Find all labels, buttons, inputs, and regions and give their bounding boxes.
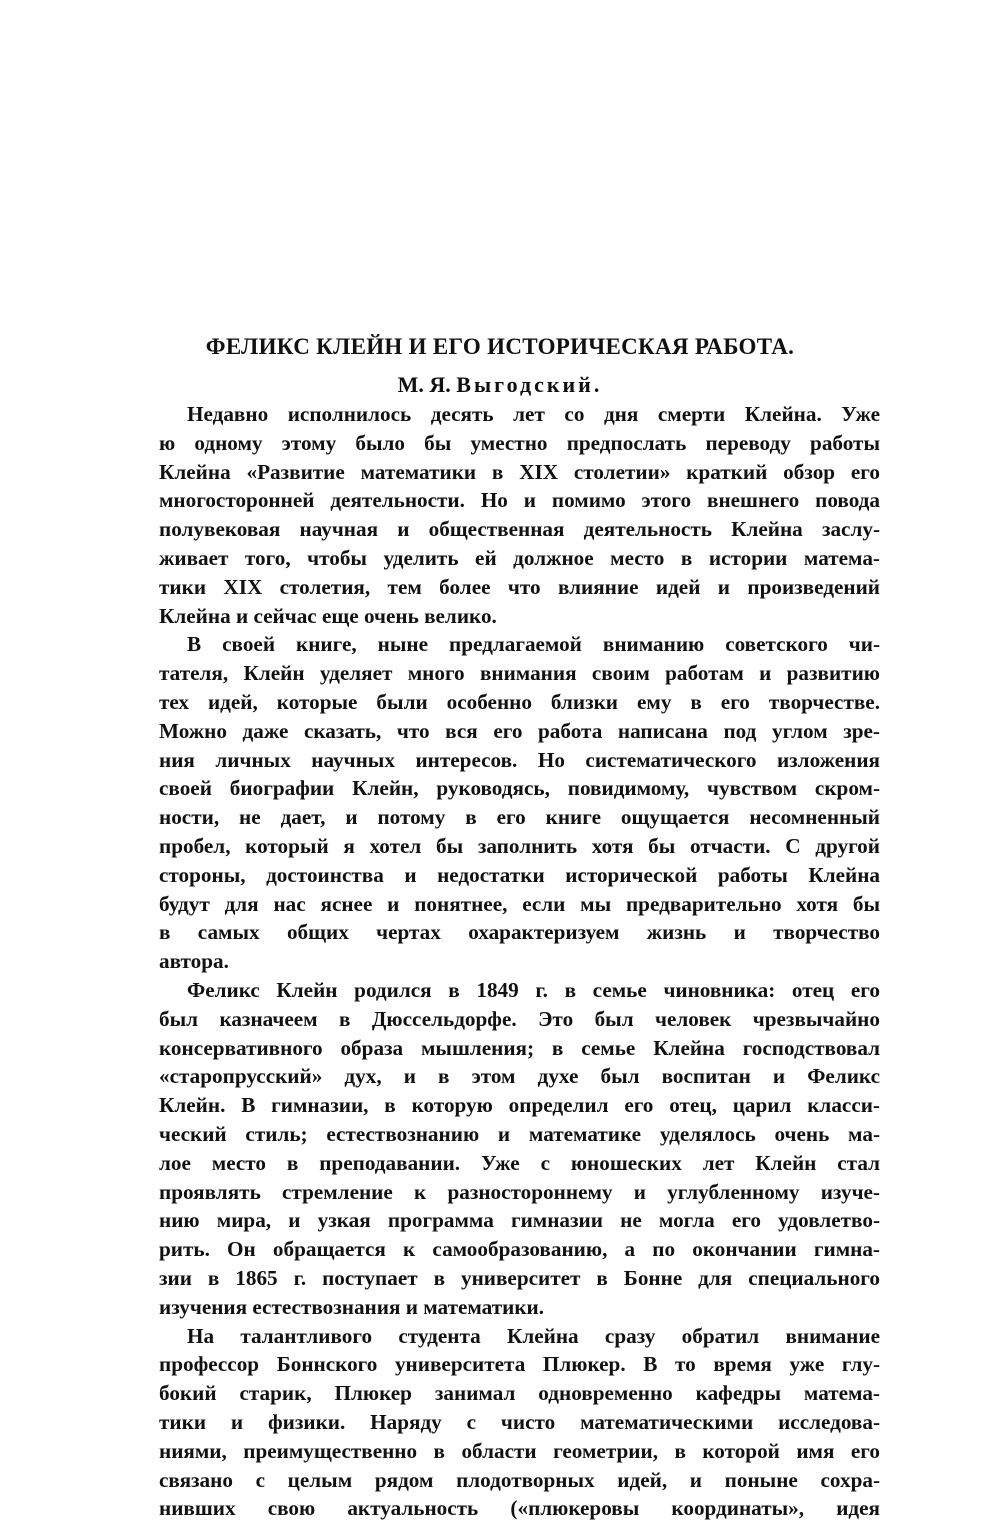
text-line: ниями, преимущественно в области геометрии, в которой имя его: [159, 1439, 880, 1463]
text-line: тики XIX столетия, тем более что влияние идей и произведений: [159, 575, 880, 599]
text-line: проявлять стремление к разностороннему и углубленному изуче-: [159, 1180, 880, 1204]
text-line: Клейн. В гимназии, в которую определил его отец, царил класси-: [159, 1093, 880, 1117]
text-line: ческий стиль; естествознанию и математике уделялось очень ма-: [159, 1122, 880, 1146]
text-line: стороны, достоинства и недостатки исторической работы Клейна: [159, 863, 880, 887]
text-line: тателя, Клейн уделяет много внимания своим работам и развитию: [159, 661, 880, 685]
text-line: нивших свою актуальность («плюкеровы координаты», идея: [159, 1496, 880, 1520]
text-line: многосторонней деятельности. Но и помимо этого внешнего повода: [159, 488, 880, 512]
text-line: изучения естествознания и математики.: [159, 1295, 545, 1319]
text-line: лое место в преподавании. Уже с юношеских лет Клейн стал: [159, 1151, 880, 1175]
text-line: в самых общих чертах охарактеризуем жизнь и творчество: [159, 920, 880, 944]
author-line: [0, 372, 1000, 398]
text-line: нию мира, и узкая программа гимназии не могла его удовлетво-: [159, 1208, 880, 1232]
text-line: Недавно исполнилось десять лет со дня смерти Клейна. Уже: [187, 402, 880, 426]
text-line: «старопрусский» дух, и в этом духе был воспитан и Феликс: [159, 1064, 880, 1088]
article-title: ФЕЛИКС КЛЕЙН И ЕГО ИСТОРИЧЕСКАЯ РАБОТА.: [205, 334, 795, 359]
text-line: Можно даже сказать, что вся его работа написана под углом зре-: [159, 719, 880, 743]
text-line: тики и физики. Наряду с чисто математическими исследова-: [159, 1410, 880, 1434]
text-line: пробел, который я хотел бы заполнить хотя бы отчасти. С другой: [159, 834, 880, 858]
text-line: связано с целым рядом плодотворных идей, и поныне сохра-: [159, 1468, 880, 1492]
text-line: Клейна «Развитие математики в XIX столетии» краткий обзор его: [159, 460, 880, 484]
text-line: рить. Он обращается к самообразованию, а по окончании гимна-: [159, 1237, 880, 1261]
text-line: Феликс Клейн родился в 1849 г. в семье чиновника: отец его: [187, 978, 880, 1002]
text-line: полувековая научная и общественная деятельность Клейна заслу-: [159, 517, 880, 541]
text-line: будут для нас яснее и понятнее, если мы предварительно хотя бы: [159, 892, 880, 916]
text-line: ния личных научных интересов. Но систематического изложения: [159, 748, 880, 772]
author-initials: М. Я.: [397, 372, 451, 397]
text-line: Клейна и сейчас еще очень велико.: [159, 604, 497, 628]
text-line: живает того, чтобы уделить ей должное место в истории матема-: [159, 546, 880, 570]
text-line: своей биографии Клейн, руководясь, повидимому, чувством скром-: [159, 776, 880, 800]
text-line: В своей книге, ныне предлагаемой вниманию советского чи-: [187, 632, 880, 656]
text-line: ю одному этому было бы уместно предпослать переводу работы: [159, 431, 880, 455]
text-line: ности, не дает, и потому в его книге ощущается несомненный: [159, 805, 880, 829]
text-line: профессор Боннского университета Плюкер. В то время уже глу-: [159, 1352, 880, 1376]
text-line: На талантливого студента Клейна сразу обратил внимание: [187, 1324, 880, 1348]
text-line: автора.: [159, 949, 229, 973]
text-line: тех идей, которые были особенно близки ему в его творчестве.: [159, 690, 880, 714]
text-line: был казначеем в Дюссельдорфе. Это был человек чрезвычайно: [159, 1007, 880, 1031]
text-line: бокий старик, Плюкер занимал одновременно кафедры матема-: [159, 1381, 880, 1405]
text-line: консервативного образа мышления; в семье Клейна господствовал: [159, 1036, 880, 1060]
text-line: зии в 1865 г. поступает в университет в Бонне для специального: [159, 1266, 880, 1290]
author-surname: Выгодский.: [456, 372, 603, 397]
